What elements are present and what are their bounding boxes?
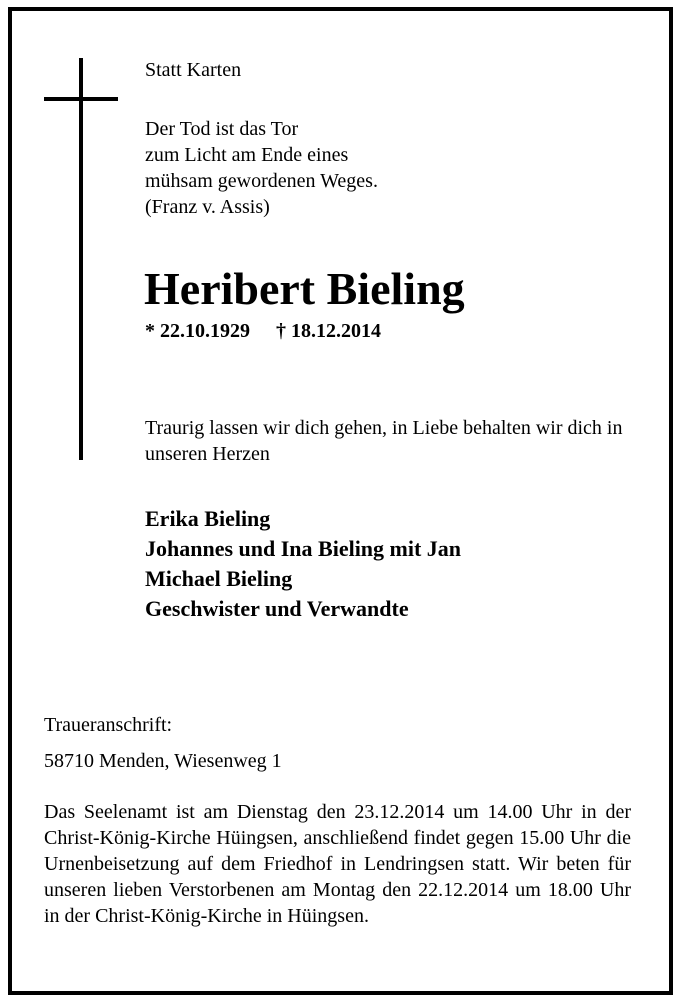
mourner: Erika Bieling [145,506,271,531]
address-label: Traueranschrift: [44,714,173,736]
mourners-list [145,504,461,624]
farewell-sentence: Traurig lassen wir dich gehen, in Liebe behalten wir dich in unseren Herzen [145,417,623,465]
cross-icon [79,58,83,460]
deceased-name: Heribert Bieling [144,263,465,314]
quote-line: zum Licht am Ende eines [145,144,349,166]
mourner: Michael Bieling [145,566,293,591]
quote-line: mühsam gewordenen Weges. [145,170,378,192]
quote-author: (Franz v. Assis) [145,196,270,218]
cross-icon-bar [44,97,118,101]
life-dates [145,318,381,344]
death-date: † 18.12.2014 [276,320,381,342]
quote [145,116,378,220]
address-value: 58710 Menden, Wiesenweg 1 [44,750,282,772]
header-text: Statt Karten [145,59,242,81]
quote-line: Der Tod ist das Tor [145,118,299,140]
birth-date: * 22.10.1929 [145,320,250,342]
mourner: Geschwister und Verwandte [145,596,409,621]
mourner: Johannes und Ina Bieling mit Jan [145,536,462,561]
service-info: Das Seelenamt ist am Dienstag den 23.12.2014 um 14.00 Uhr in der Christ-König-Kirche Hüingsen, anschließend findet gegen 15.00 Uhr die Urnenbeisetzung auf dem Friedhof in Lendringsen statt. Wir beten für unseren lieben Verstorbenen am Montag den 22.12.2014 um 18.00 Uhr in der Christ-König-Kirche in Hüingsen. [44,801,631,927]
